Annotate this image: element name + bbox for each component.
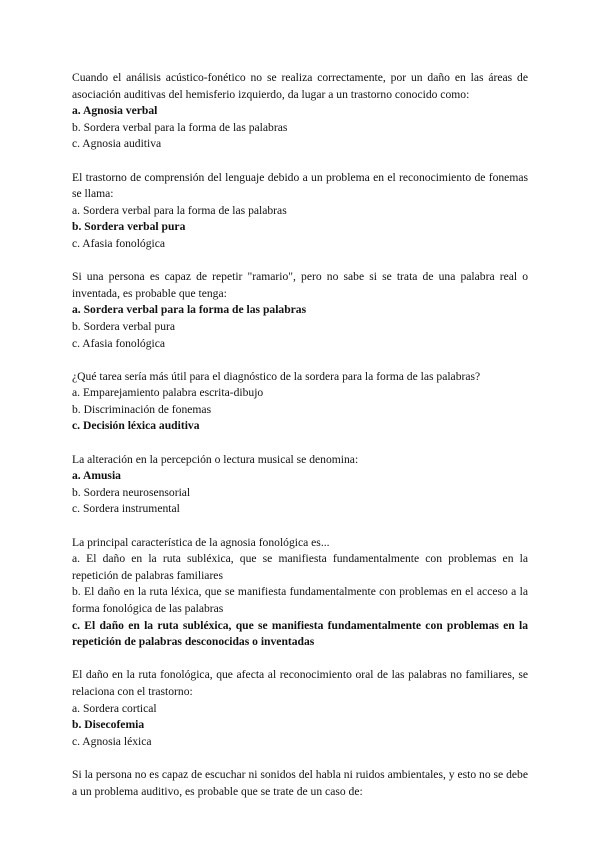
answer-option: c. Agnosia auditiva (72, 137, 162, 151)
answer-option-correct: a. Sordera verbal para la forma de las palabras (72, 303, 307, 317)
answer-option: a. El daño en la ruta subléxica, que se manifiesta fundamentalmente con problemas en la repetición de palabras familiares (72, 552, 528, 582)
answer-option: c. Afasia fonológica (72, 236, 166, 250)
answer-option: a. Sordera verbal para la forma de las palabras (72, 203, 287, 217)
answer-option: c. Afasia fonológica (72, 336, 166, 350)
answer-option: b. Sordera verbal pura (72, 319, 176, 333)
question-4 (72, 369, 528, 435)
answer-option: b. Sordera neurosensorial (72, 485, 191, 499)
answer-option: a. Sordera cortical (72, 701, 157, 715)
answer-option: a. Emparejamiento palabra escrita-dibujo (72, 386, 264, 400)
answer-option-correct: a. Agnosia verbal (72, 104, 158, 118)
question-8 (72, 767, 528, 800)
question-2 (72, 170, 528, 253)
answer-option-correct: c. El daño en la ruta subléxica, que se manifiesta fundamentalmente con problemas en la repetición de palabras desconocidas o inventadas (72, 618, 528, 649)
answer-option-correct: a. Amusia (72, 469, 121, 483)
question-text: Si la persona no es capaz de escuchar ni sonidos del habla ni ruidos ambientales, y esto no se debe a un problema auditivo, es probable que se trate de un caso de: (72, 767, 528, 798)
question-1 (72, 70, 528, 153)
answer-option-correct: b. Sordera verbal pura (72, 220, 186, 234)
question-text: La alteración en la percepción o lectura musical se denomina: (72, 452, 359, 466)
answer-option: c. Agnosia léxica (72, 734, 152, 748)
answer-option-correct: b. Disecofemia (72, 718, 145, 732)
question-3 (72, 269, 528, 352)
question-text: Cuando el análisis acústico-fonético no se realiza correctamente, por un daño en las áreas de asociación auditivas del hemisferio izquierdo, da lugar a un trastorno conocido como: (72, 71, 528, 101)
question-text: Si una persona es capaz de repetir "ramario", pero no sabe si se trata de una palabra real o inventada, es probable que tenga: (72, 270, 528, 300)
answer-option: b. Discriminación de fonemas (72, 402, 212, 416)
answer-option-correct: c. Decisión léxica auditiva (72, 419, 200, 433)
question-text: ¿Qué tarea sería más útil para el diagnóstico de la sordera para la forma de las palabras? (72, 369, 481, 383)
answer-option: c. Sordera instrumental (72, 502, 180, 516)
question-5 (72, 452, 528, 518)
answer-option: b. Sordera verbal para la forma de las palabras (72, 120, 288, 134)
question-6 (72, 535, 528, 651)
answer-option: b. El daño en la ruta léxica, que se manifiesta fundamentalmente con problemas en el acceso a la forma fonológica de las palabras (72, 585, 528, 615)
document-page (72, 70, 528, 817)
question-text: La principal característica de la agnosia fonológica es... (72, 535, 330, 549)
question-7 (72, 667, 528, 750)
question-text: El trastorno de comprensión del lenguaje debido a un problema en el reconocimiento de fonemas se llama: (72, 170, 528, 201)
question-text: El daño en la ruta fonológica, que afecta al reconocimiento oral de las palabras no familiares, se relaciona con el trastorno: (72, 668, 528, 698)
